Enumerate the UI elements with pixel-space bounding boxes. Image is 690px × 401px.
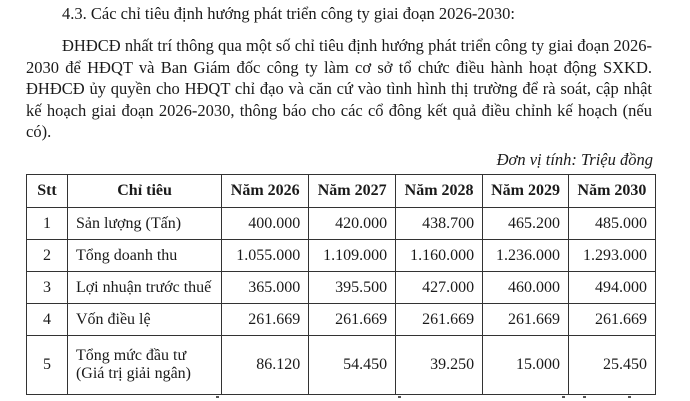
header-stt: Stt xyxy=(27,175,68,208)
row-value: 54.450 xyxy=(309,336,396,395)
row-indicator: Vốn điều lệ xyxy=(67,304,221,336)
row-indicator: Tổng doanh thu xyxy=(67,240,221,272)
row-value: 460.000 xyxy=(483,272,569,304)
row-value: 438.700 xyxy=(396,208,483,240)
table-row xyxy=(27,208,656,240)
cut-off-next-line xyxy=(0,396,690,401)
row-indicator-line-1: Tổng mức đầu tư xyxy=(75,347,187,364)
row-stt: 5 xyxy=(27,336,68,395)
row-value: 261.669 xyxy=(309,304,396,336)
header-year-2028: Năm 2028 xyxy=(396,175,483,208)
cut-off-mark xyxy=(216,396,219,398)
cut-off-mark xyxy=(583,396,586,398)
row-value: 1.055.000 xyxy=(222,240,309,272)
table-row xyxy=(27,336,656,395)
row-value: 485.000 xyxy=(569,208,656,240)
row-indicator-line-2: (Giá trị giải ngân) xyxy=(75,365,192,382)
row-value: 261.669 xyxy=(396,304,483,336)
table-row xyxy=(27,240,656,272)
header-year-2027: Năm 2027 xyxy=(309,175,396,208)
row-value: 261.669 xyxy=(483,304,569,336)
row-value: 1.160.000 xyxy=(396,240,483,272)
row-value: 494.000 xyxy=(569,272,656,304)
section-heading: 4.3. Các chỉ tiêu định hướng phát triển công ty giai đoạn 2026-2030: xyxy=(62,4,516,23)
targets-table xyxy=(26,174,656,395)
row-stt: 1 xyxy=(27,208,68,240)
header-year-2029: Năm 2029 xyxy=(483,175,569,208)
row-indicator: Sản lượng (Tấn) xyxy=(67,208,221,240)
cut-off-mark xyxy=(398,396,401,398)
row-value: 261.669 xyxy=(222,304,309,336)
row-value: 1.109.000 xyxy=(309,240,396,272)
row-value: 365.000 xyxy=(222,272,309,304)
row-stt: 4 xyxy=(27,304,68,336)
row-value: 465.200 xyxy=(483,208,569,240)
unit-note: Đơn vị tính: Triệu đồng xyxy=(496,150,653,169)
row-value: 1.293.000 xyxy=(569,240,656,272)
row-indicator: Lợi nhuận trước thuế xyxy=(67,272,221,304)
row-stt: 3 xyxy=(27,272,68,304)
row-value: 25.450 xyxy=(569,336,656,395)
row-value: 400.000 xyxy=(222,208,309,240)
row-stt: 2 xyxy=(27,240,68,272)
row-value: 1.236.000 xyxy=(483,240,569,272)
header-year-2026: Năm 2026 xyxy=(222,175,309,208)
cut-off-mark xyxy=(628,396,631,398)
row-value: 395.500 xyxy=(309,272,396,304)
header-indicator: Chỉ tiêu xyxy=(67,175,221,208)
table-header-row xyxy=(27,175,656,208)
row-value: 420.000 xyxy=(309,208,396,240)
table-row xyxy=(27,272,656,304)
row-value: 39.250 xyxy=(396,336,483,395)
row-indicator xyxy=(67,336,221,395)
row-value: 86.120 xyxy=(222,336,309,395)
cut-off-mark xyxy=(562,396,565,398)
row-value: 15.000 xyxy=(483,336,569,395)
row-value: 261.669 xyxy=(569,304,656,336)
resolution-paragraph: ĐHĐCĐ nhất trí thông qua một số chỉ tiêu định hướng phát triển công ty giai đoạn 2026-2030 để HĐQT và Ban Giám đốc công ty làm cơ sở tổ chức điều hành hoạt động SXKD. ĐHĐCĐ ủy quyền cho HĐQT chỉ đạo và căn cứ vào tình hình thị trường để rà soát, cập nhật kế hoạch giai đoạn 2026-2030, thông báo cho các cổ đông kết quả điều chỉnh kế hoạch (nếu có). xyxy=(26,36,652,141)
row-value: 427.000 xyxy=(396,272,483,304)
header-year-2030: Năm 2030 xyxy=(569,175,656,208)
table-row xyxy=(27,304,656,336)
